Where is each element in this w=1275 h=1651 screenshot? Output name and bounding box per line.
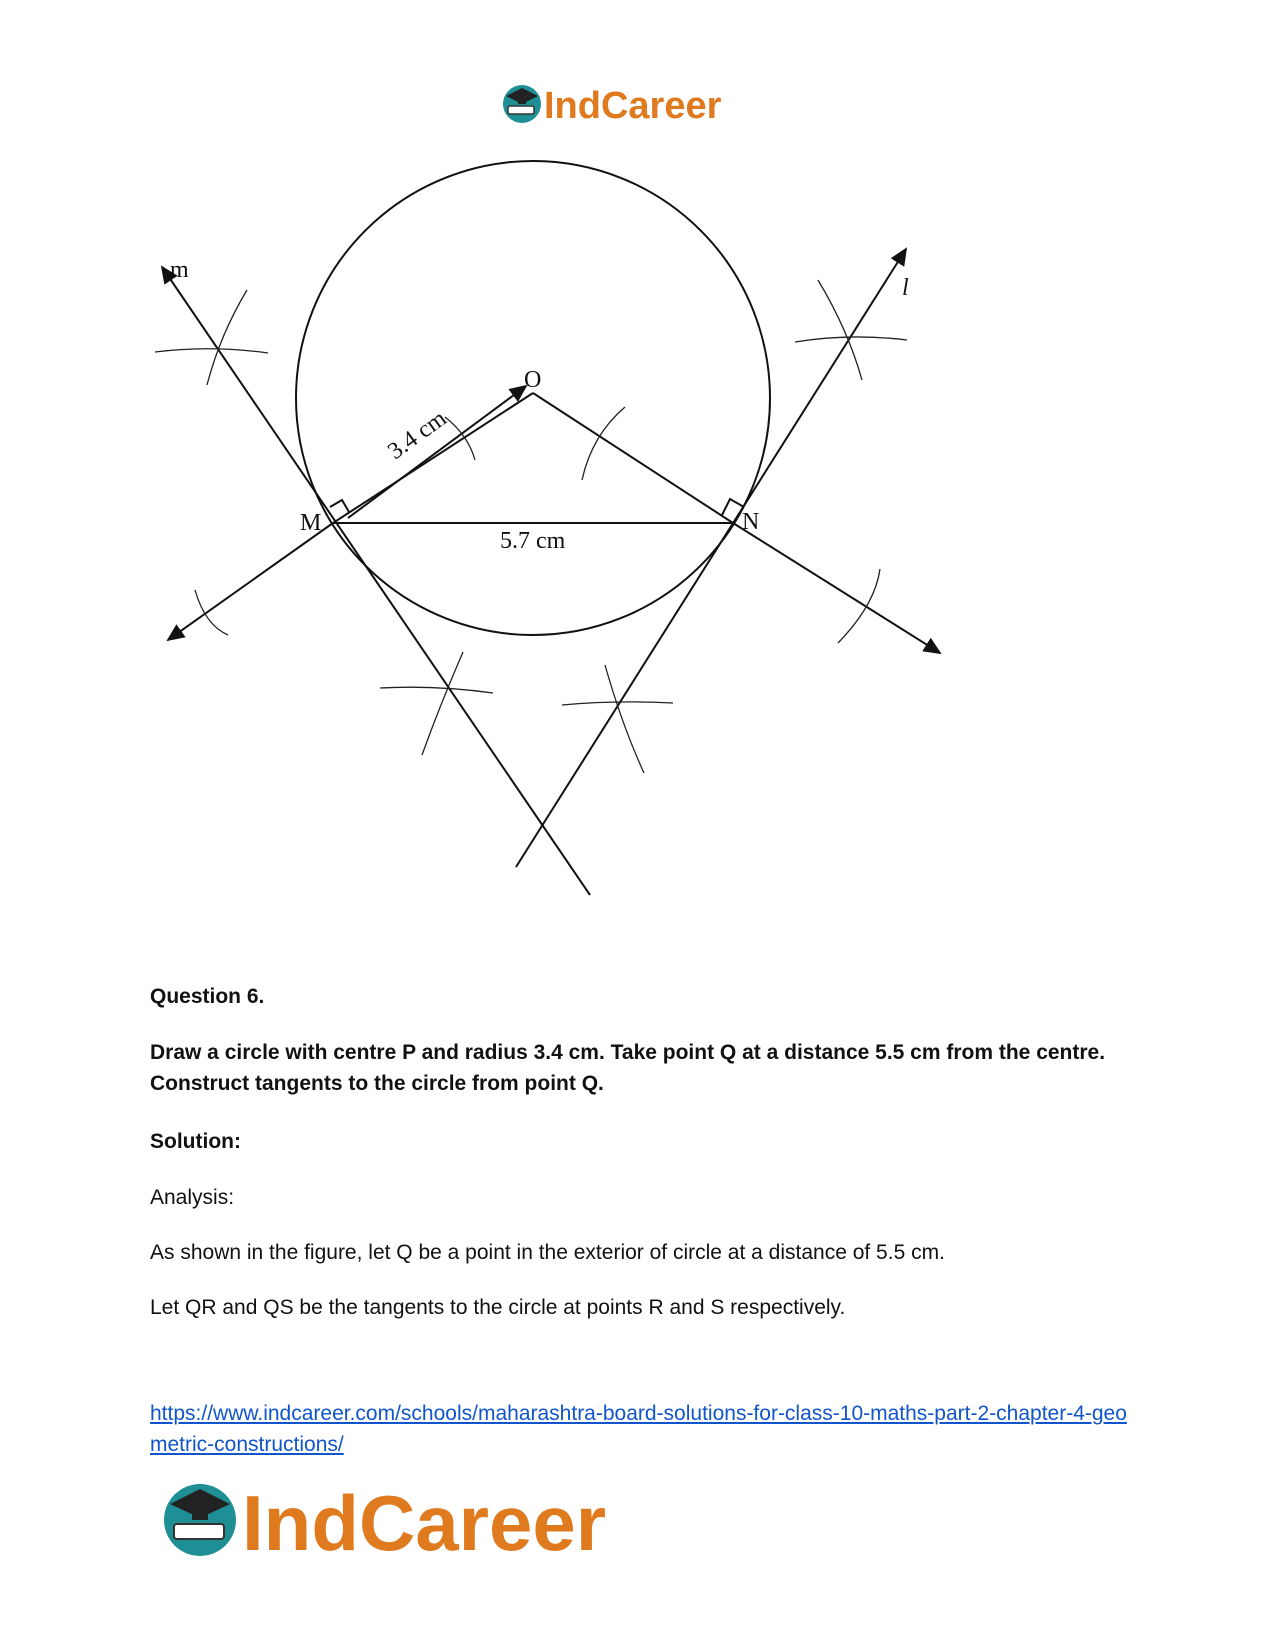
extended-on <box>733 523 940 653</box>
label-radius: 3.4 cm <box>383 405 452 465</box>
arc-12 <box>195 590 228 635</box>
main-circle <box>296 161 770 635</box>
extended-om <box>168 523 333 640</box>
tangent-m <box>162 267 590 895</box>
label-m: m <box>170 257 189 283</box>
chapter-link[interactable]: https://www.indcareer.com/schools/maharashtra-board-solutions-for-class-10-maths-part-2-chapter-4-geometric-constructions/ <box>150 1402 1127 1456</box>
label-o: O <box>524 367 542 393</box>
label-chord: 5.7 cm <box>500 528 566 554</box>
arc-5 <box>380 687 493 693</box>
arc-11 <box>838 569 880 643</box>
arc-8 <box>605 665 644 773</box>
arc-9 <box>445 417 475 460</box>
question-body: Draw a circle with centre P and radius 3.4 cm. Take point Q at a distance 5.5 cm from the centre. Construct tangents to the circle from point Q. <box>150 1041 1106 1095</box>
label-n-point: N <box>742 509 760 535</box>
arc-1 <box>155 349 268 353</box>
arc-2 <box>207 290 247 385</box>
arc-10 <box>582 407 625 480</box>
indcareer-logo-top <box>500 78 780 128</box>
graduate-book-icon <box>503 85 541 123</box>
label-m-point: M <box>300 510 322 536</box>
logo-text: IndCareer <box>242 1479 607 1564</box>
radius-on <box>533 393 733 523</box>
logo-text: IndCareer <box>544 85 722 127</box>
solution-heading: Solution: <box>150 1130 241 1153</box>
radius-arrow <box>348 386 526 518</box>
arc-6 <box>422 652 463 755</box>
question-title: Question 6. <box>150 985 265 1008</box>
graduate-book-icon <box>164 1484 236 1556</box>
tangent-l <box>516 249 906 867</box>
indcareer-logo-bottom <box>160 1472 700 1564</box>
right-angle-m <box>330 500 349 512</box>
analysis-label: Analysis: <box>150 1186 235 1209</box>
construction-figure <box>150 155 1000 945</box>
solution-line-2: Let QR and QS be the tangents to the circle at points R and S respectively. <box>150 1296 846 1319</box>
label-l: l <box>902 275 909 301</box>
solution-line-1: As shown in the figure, let Q be a point in the exterior of circle at a distance of 5.5 cm. <box>150 1241 945 1264</box>
